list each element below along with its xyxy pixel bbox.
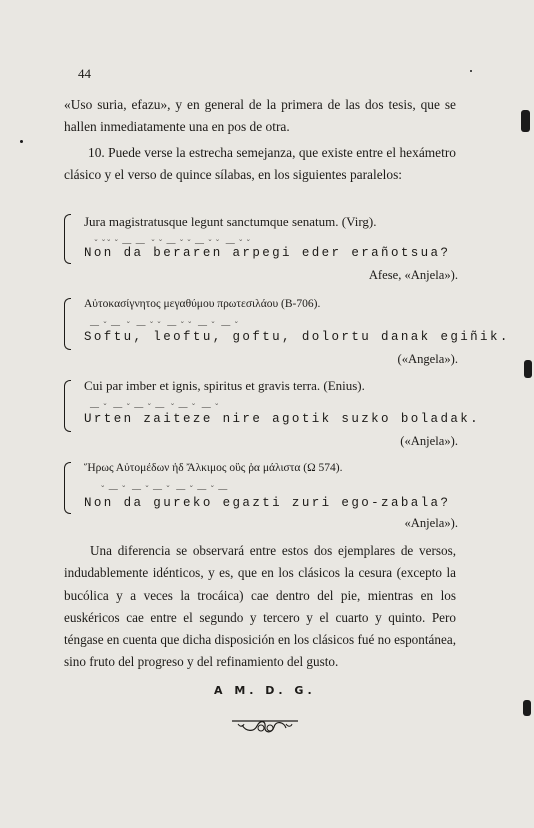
parallel-block bbox=[64, 294, 510, 366]
section-paragraph: 10. Puede verse la estrecha semejanza, que existe entre el hexámetro clásico y el verso de quince sílabas, en los siguientes paralelos: bbox=[64, 145, 456, 183]
closing-paragraph: Una diferencia se observará entre estos dos ejemplares de versos, indudablemente idénticos, y es, que en los clásicos la cesura (excepto la bucólica y a veces la trocáica) cae dentro del pie, mientras en los euskéricos cae entre el segundo y tercero y el cuarto y quinto. Pero téngase en cuenta que dicha disposición en los clásicos fué no espontánea, sino fruto del progreso y del refinamiento del gusto. bbox=[64, 543, 456, 670]
latin-verse: Cui par imber et ignis, spiritus et gravis terra. (Enius). bbox=[84, 378, 365, 393]
page-edge-mark bbox=[524, 360, 532, 378]
brace-bracket bbox=[64, 462, 71, 514]
parallel-block bbox=[64, 378, 481, 448]
basque-verse: Non da beraren arpegi eder erañotsua? bbox=[84, 246, 451, 260]
page-edge-mark bbox=[521, 110, 530, 132]
scansion-marks: ˘ ˘ ˘ ˘ — — ˘ ˘ — ˘ ˘ — ˘ ˘ — ˘ ˘ bbox=[90, 238, 250, 248]
scansion-marks: — ˘ — ˘ — ˘ ˘ — ˘ ˘ — ˘ — ˘ bbox=[90, 320, 238, 330]
verse-source: «Anjela»). bbox=[404, 516, 458, 530]
parallel-block bbox=[64, 460, 464, 530]
scansion-marks: ˘ — ˘ — ˘ — ˘ — ˘ — ˘ — bbox=[90, 484, 228, 494]
brace-bracket bbox=[64, 380, 71, 432]
signature-amdg: A M. D. G. bbox=[214, 684, 316, 697]
paper-speck bbox=[470, 70, 472, 72]
basque-verse: Non da gureko egazti zuri ego-zabala? bbox=[84, 496, 451, 510]
verse-source: («Angela»). bbox=[397, 352, 458, 366]
verse-source: («Anjela»). bbox=[400, 434, 458, 448]
scroll-ornament-icon bbox=[230, 712, 300, 738]
verse-source: Afese, «Anjela»). bbox=[368, 268, 458, 282]
page-edge-mark bbox=[523, 700, 531, 716]
brace-bracket bbox=[64, 298, 71, 350]
latin-verse: Jura magistratusque legunt sanctumque senatum. (Virg). bbox=[84, 214, 377, 229]
page-number: 44 bbox=[78, 66, 91, 81]
greek-verse: Ἥρως Αὐτομέδων ἠδ Ἄλκιμος οὓς ῥα μάλιστα (Ω 574). bbox=[84, 462, 343, 474]
intro-paragraph: «Uso suria, efazu», y en general de la primera de las dos tesis, que se hallen inmediatamente una en pos de otra. bbox=[64, 97, 456, 135]
greek-verse: Αὐτοκασίγνητος μεγαθύμου πρωτεσιλάου (B-706). bbox=[84, 298, 321, 310]
basque-verse: Urten zaiteze nire agotik suzko boladak. bbox=[84, 412, 481, 426]
scansion-marks: — ˘ — ˘ — ˘ — ˘ — ˘ — ˘ bbox=[90, 402, 219, 412]
parallel-block bbox=[64, 212, 464, 282]
brace-bracket bbox=[64, 214, 71, 264]
paper-speck bbox=[20, 140, 23, 143]
basque-verse: Softu, leoftu, goftu, dolortu danak egiñik. bbox=[84, 330, 510, 344]
